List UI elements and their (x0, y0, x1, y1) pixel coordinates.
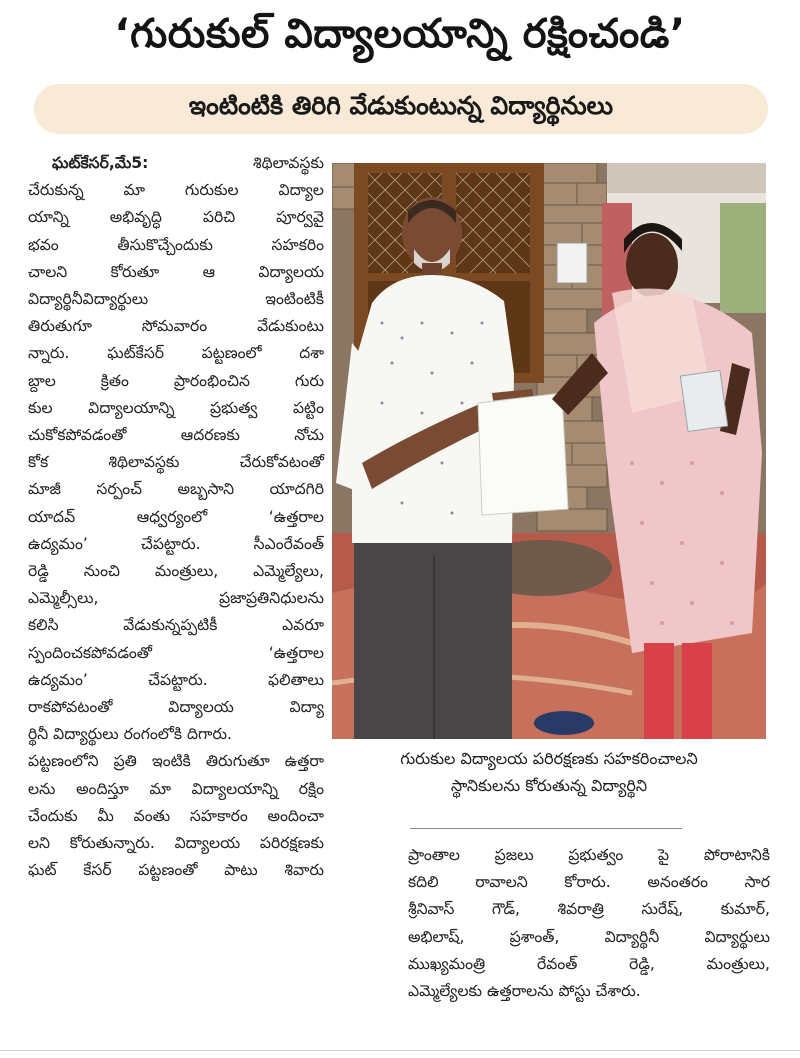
text-line: కలిసి వేడుకున్నప్పటికీ ఎవరూ (28, 616, 324, 635)
headline: ‘గురుకుల్ విద్యాలయాన్ని రక్షించండి’ (114, 11, 686, 57)
dateline: ఘట్‌కేసర్,మే5: (52, 154, 149, 172)
text-line: ఘట్ కేసర్ పట్టణంతో పాటు శివారు (28, 861, 324, 880)
caption-line: స్థానికులను కోరుతున్న విద్యార్థిని (450, 776, 648, 795)
text-line: న్నారు. ఘట్‌కేసర్ పట్టణంలో దశా (28, 344, 324, 363)
text-line: తిరుతుగూ సోమవారం వేడుకుంటు (28, 317, 324, 336)
text-line: రాకపోవటంతో విద్యాలయ విద్యా (28, 698, 324, 717)
subheading-band (34, 84, 768, 134)
text-line: కదిలి రావాలని కోరారు. అనంతరం సార (408, 873, 770, 892)
caption-line: గురుకుల విద్యాలయ పరిరక్షణకు సహకరించాలని (400, 749, 698, 768)
caption-divider (410, 828, 682, 829)
text-line: చాలని కోరుతూ ఆ విద్యాలయ (28, 262, 324, 281)
text-line: లను అందిస్తూ మా విద్యాలయాన్ని రక్షిం (28, 779, 324, 798)
text-line: బ్దాల క్రితం ప్రారంభించిన గురు (28, 371, 324, 390)
text-line: పట్టణంలోని ప్రతి ఇంటికి తిరుగుతూ ఉత్తరా (28, 752, 324, 771)
text-line: చుకోకపోవడంతో ఆదరణకు నోచు (28, 426, 324, 445)
text-line: ముఖ్యమంత్రి రేవంత్ రెడ్డి, మంత్రులు, (408, 954, 770, 973)
right-column-text (408, 842, 770, 1005)
text-line: ఎమ్మెల్యేలకు ఉత్తరాలను పోస్టు చేశారు. (408, 982, 641, 1001)
text-line: శిథిలావస్థకు (253, 154, 324, 172)
text-line: యాదవ్ ఆధ్వర్యంలో ‘ఉత్తరాల (28, 507, 324, 526)
text-line: చేందుకు మీ వంతు సహకారం అందించా (28, 806, 324, 825)
text-line: ప్రాంతాల ప్రజలు ప్రభుత్వం పై పోరాటానికి (408, 846, 770, 864)
text-line: భవం తీసుకొచ్చేందుకు సహకరిం (28, 235, 324, 254)
news-photo (332, 163, 766, 739)
text-line: విద్యార్థినీవిద్యార్థులు ఇంటింటికీ (28, 290, 324, 309)
text-line: ఉద్యమం’ చేపట్టారు. సీఎంరేవంత్ (28, 534, 324, 553)
text-line: స్పందించకపోవడంతో ‘ఉత్తరాల (28, 643, 324, 662)
bottom-rule (0, 1050, 800, 1051)
text-line: యాన్ని అభివృద్ధి పరిచి పూర్వవై (28, 208, 324, 227)
text-line: రెడ్డి నుంచి మంత్రులు, ఎమ్మెల్యేలు, (28, 562, 324, 581)
text-line: ఎమ్మెల్సీలు, ప్రజాప్రతినిధులను (28, 589, 324, 608)
text-line: కుల విద్యాలయాన్ని ప్రభుత్వ పట్టిం (28, 398, 324, 417)
text-line: ర్థినీ విద్యార్థులు రంగంలోకి దిగారు. (28, 725, 232, 744)
text-line: అభిలాష్, ప్రశాంత్, విద్యార్థినీ విద్యార్థులు (408, 927, 770, 946)
photo-caption (332, 745, 766, 799)
text-line: మాజీ సర్పంచ్ అబ్బసాని యాదగిరి (28, 480, 324, 499)
text-line: శ్రీనివాస్ గౌడ్, శివరాత్రి సురేష్, కుమార్, (408, 900, 770, 919)
text-line: లని కోరుతున్నారు. విద్యాలయ పరిరక్షణకు (28, 834, 324, 853)
dateline-line (28, 150, 324, 177)
right-column (408, 842, 770, 1005)
text-line: ఉద్యమం’ చేపట్టారు. ఫలితాలు (28, 670, 324, 689)
left-column (28, 150, 324, 884)
subheading: ఇంటింటికి తిరిగి వేడుకుంటున్న విద్యార్థినులు (188, 91, 614, 120)
text-line: చేరుకున్న మా గురుకుల విద్యాల (28, 181, 324, 200)
left-column-text (28, 150, 324, 884)
text-line: కోక శిథిలావస్థకు చేరుకోవటంతో (28, 453, 324, 472)
